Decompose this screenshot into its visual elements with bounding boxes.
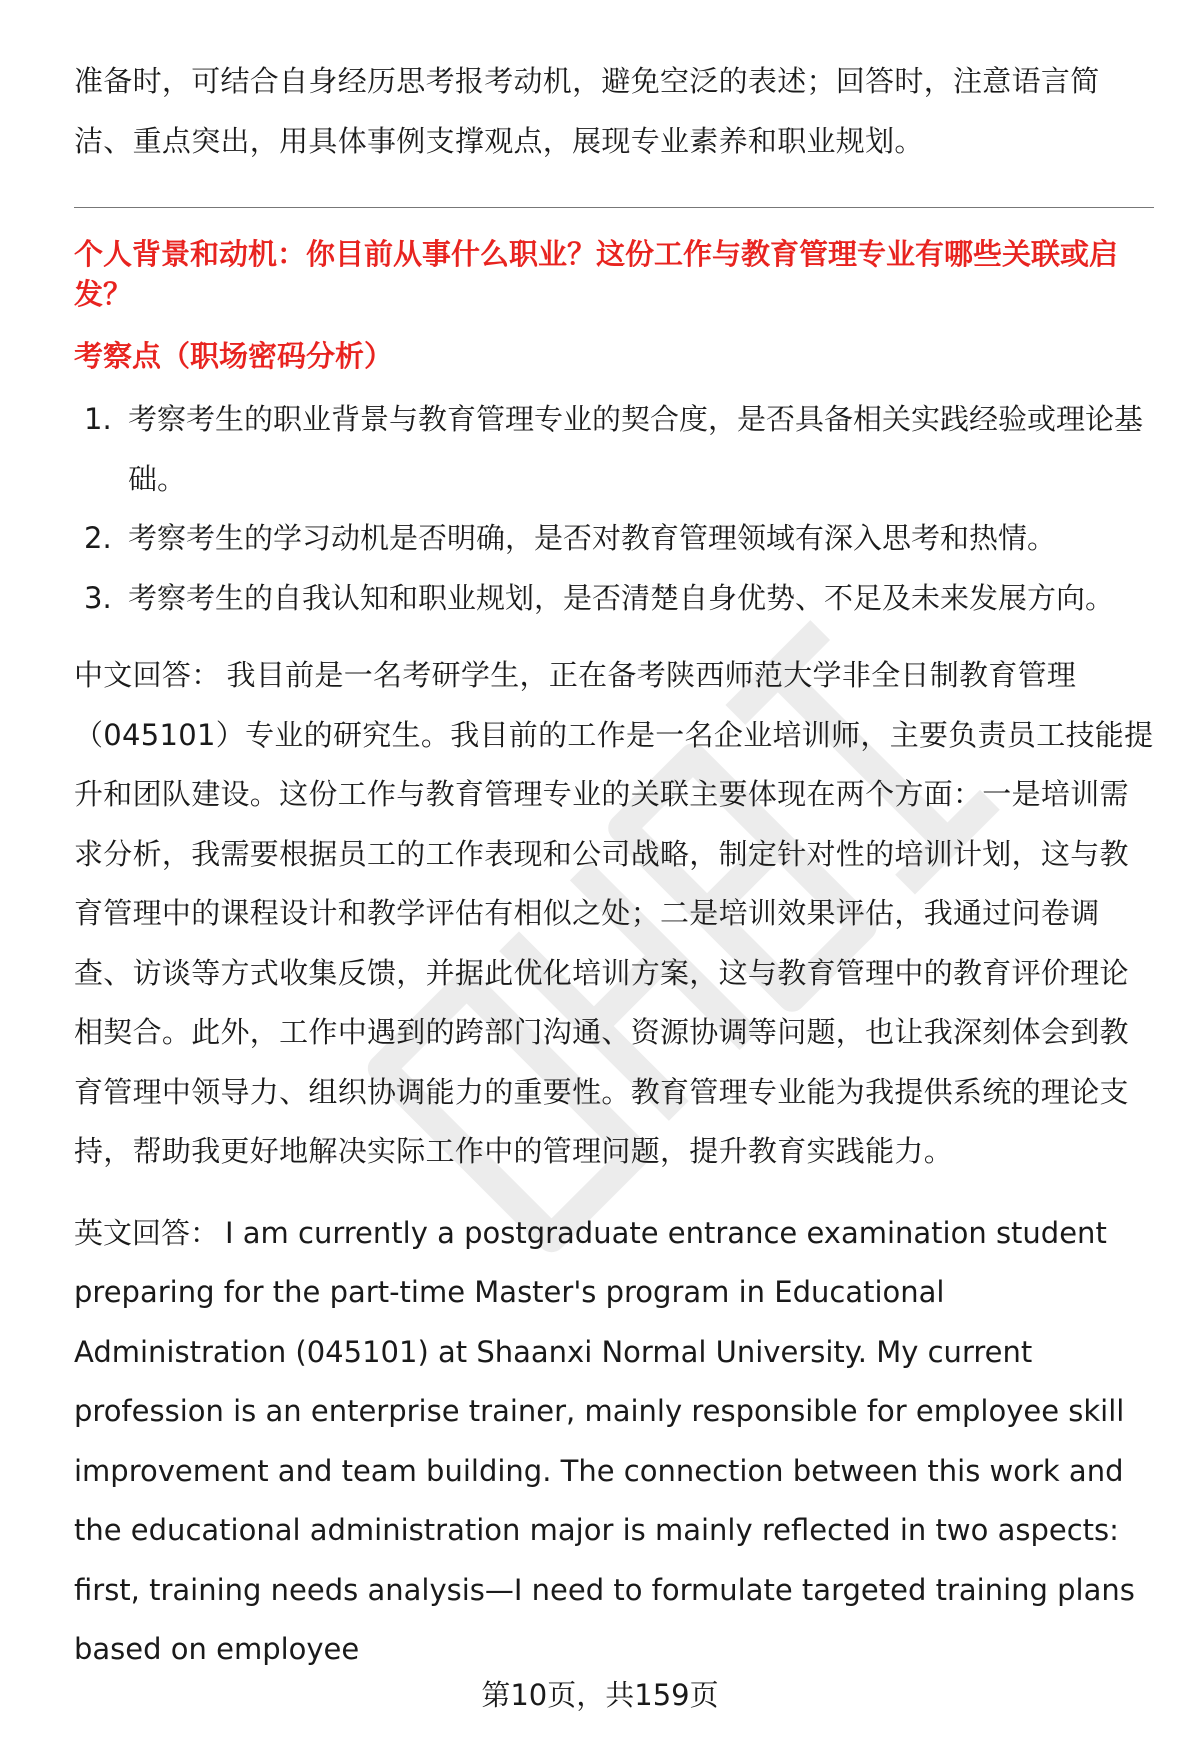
- list-item: [74, 390, 1154, 509]
- list-item-number: 1.: [84, 402, 112, 436]
- english-answer-label: 英文回答：: [74, 1215, 220, 1250]
- focus-points-title: 考察点（职场密码分析）: [74, 339, 394, 373]
- chinese-answer-label: 中文回答：: [74, 658, 221, 692]
- question-heading: 个人背景和动机：你目前从事什么职业？这份工作与教育管理专业有哪些关联或启发？: [74, 237, 1119, 311]
- document-body: [74, 52, 1154, 1709]
- list-item-number: 2.: [84, 521, 112, 555]
- list-item: [74, 569, 1154, 629]
- focus-points-list: [74, 390, 1154, 628]
- list-item: [74, 509, 1154, 569]
- section-divider: [74, 207, 1154, 208]
- english-answer-paragraph: [74, 1204, 1154, 1680]
- list-item-text: 考察考生的职业背景与教育管理专业的契合度，是否具备相关实践经验或理论基础。: [128, 402, 1144, 496]
- chinese-answer-text: 我目前是一名考研学生，正在备考陕西师范大学非全日制教育管理（045101）专业的研究生。我目前的工作是一名企业培训师，主要负责员工技能提升和团队建设。这份工作与教育管理专业的关联主要体现在两个方面：一是培训需求分析，我需要根据员工的工作表现和公司战略，制定针对性的培训计划，这与教育管理中的课程设计和教学评估有相似之处；二是培训效果评估，我通过问卷调查、访谈等方式收集反馈，并据此优化培训方案，这与教育管理中的教育评价理论相契合。此外，工作中遇到的跨部门沟通、资源协调等问题，也让我深刻体会到教育管理中领导力、组织协调能力的重要性。教育管理专业能为我提供系统的理论支持，帮助我更好地解决实际工作中的管理问题，提升教育实践能力。: [74, 658, 1154, 1168]
- chinese-answer-paragraph: [74, 646, 1154, 1182]
- intro-paragraph: 准备时，可结合自身经历思考报考动机，避免空泛的表述；回答时，注意语言简洁、重点突出，用具体事例支撑观点，展现专业素养和职业规划。: [74, 64, 1100, 158]
- english-answer-text: I am currently a postgraduate entrance examination student preparing for the part-time Master's program in Educational Administration (045101) at Shaanxi Normal University. My current profession is an enterprise trainer, mainly responsible for employee skill improvement and team building. The connection between this work and the educational administration major is mainly reflected in two aspects: first, training needs analysis—I need to formulate targeted training plans based on employee: [74, 1215, 1135, 1666]
- list-item-text: 考察考生的自我认知和职业规划，是否清楚自身优势、不足及未来发展方向。: [128, 580, 1115, 615]
- list-item-text: 考察考生的学习动机是否明确，是否对教育管理领域有深入思考和热情。: [128, 521, 1057, 555]
- list-item-number: 3.: [84, 580, 112, 615]
- page-number-footer: 第10页，共159页: [481, 1678, 719, 1712]
